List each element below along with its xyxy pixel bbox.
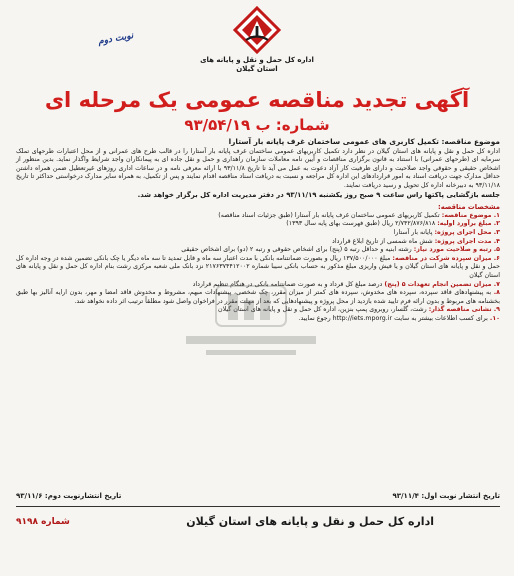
spec-value: ۲/۷۴۲/۸۷۶/۸۱۸ ریال (طبق فهرست بهای پایه سال ۱۳۹۳) <box>286 220 436 228</box>
spec-key: ۵. رتبه و صلاحیت مورد نیاز: <box>413 246 500 254</box>
spec-key: ۸. <box>493 289 500 297</box>
second-publication-date: تاریخ انتشارنوبت دوم: ۹۳/۱۱/۶ <box>16 492 122 500</box>
organization-name-line1: اداره کل حمل و نقل و پایانه های <box>200 56 314 64</box>
spec-item <box>16 281 500 290</box>
spec-value: تکمیل کاربریهای عمومی ساختمان غرف پایانه بار آستارا (طبق جزئیات اسناد مناقصه) <box>218 211 440 219</box>
organization-name-line2: استان گیلان <box>236 65 278 73</box>
spec-item <box>16 246 500 255</box>
first-publication-date: تاریخ انتشار نوبت اول: ۹۳/۱۱/۴ <box>392 492 500 500</box>
organization-logo-icon <box>233 6 281 54</box>
spec-value: شش ماه شمسی از تاریخ ابلاغ قرارداد <box>332 237 433 245</box>
spec-key: ۲. مبلغ برآورد اولیه: <box>437 220 500 228</box>
advertisement-body <box>16 138 500 323</box>
opening-session-note: جلسه بازگشایی پاکتها راس ساعت ۹ صبح روز یکشنبه ۹۳/۱۱/۱۹ در دفتر مدیریت اداره کل برگزار خواهد شد. <box>137 190 500 199</box>
spec-key: ۶. میزان سپرده شرکت در مناقصه: <box>392 254 500 262</box>
spec-value: پایانه بار آستارا <box>393 228 433 236</box>
second-round-stamp: نوبت دوم <box>97 30 135 48</box>
spec-value: رشت، گلسار، روبروی پمپ بنزین، اداره کل حمل و نقل و پایانه های استان گیلان <box>218 306 427 314</box>
spec-value: به پیشنهادهای فاقد سپرده، سپرده های مخدوش، سپرده های کمتر از میزان مقرر، چک شخصی، پیشنهادات مبهم، مشروط و مخدوش فاقد امضا و مهر، بدون ارایه آنالیز بها طبق بخشنامه های مربوط و بدون ارائه فرم تایید شده بازدید از محل پروژه و پیشنهادهایی که بعد از مهلت مقرر در فراخوان واصل شود مطلقاً ترتیب اثر داده نخواهد شد. <box>16 289 500 305</box>
specs-heading: مشخصات مناقصه: <box>438 203 500 212</box>
spec-key: ۷. میزان تضمین انجام تعهدات ۵ (پنج) <box>384 280 500 288</box>
publication-dates <box>16 492 500 500</box>
spec-key: ۳. محل اجرای پروژه: <box>434 228 500 236</box>
tender-number: شماره: ب ۹۳/۵۴/۱۹ <box>184 116 330 134</box>
spec-key: ۱. موضوع مناقصه: <box>441 211 500 219</box>
spec-item <box>16 229 500 238</box>
header <box>0 6 514 74</box>
spec-value: رشته ابنیه و حداقل رتبه ۵ (پنج) برای اشخاص حقوقی و رتبه ۲ (دو) برای اشخاص حقیقی <box>181 246 412 254</box>
spec-item <box>16 315 500 324</box>
spec-item <box>16 255 500 281</box>
intro-paragraph: اداره کل حمل و نقل و پایانه های استان گیلان در نظر دارد تکمیل کاربریهای عمومی ساختمان غرف پایانه بار آستارا را در قالب طرح های عمرانی و از محل اعتبارات طرحهای تملک سرمایه ای (طرحهای عمرانی) با استناد به قانون برگزاری مناقصات و آیین نامه معاملات سازمان راهداری و حمل و نقل جاده ای به پیمانکاران واجد شرایط واگذار نماید. بدین منظور از اشخاص حقیقی و حقوقی واجد صلاحیت و دارای ظرفیت کار آزاد دعوت به عمل می آید تا تاریخ ۹۳/۱۱/۸ با ارائه معرفی نامه و در ساعات اداری روزهای غیرتعطیل ضمن همراه داشتن حداقل مدارک جهت دریافت اسناد به امور قراردادهای این اداره کل مراجعه و نسبت به دریافت اسناد مناقصه اقدام نمایند و پس از تکمیل، به همراه سایر مدارک درخواستی حداکثر تا تاریخ ۹۳/۱۱/۱۸ به دبیرخانه اداره کل تحویل و رسید دریافت نمایند. <box>16 147 500 189</box>
spec-item <box>16 306 500 315</box>
spec-item <box>16 238 500 247</box>
spec-item <box>16 289 500 306</box>
spec-key: ۴. مدت اجرای پروژه: <box>434 237 500 245</box>
spec-value: درصد مبلغ کل قرداد و به صورت ضمانتنامه بانکی در هنگام تنظیم قرارداد <box>192 280 383 288</box>
spec-key: ۱۰. <box>489 314 500 322</box>
spec-value: برای کسب اطلاعات بیشتر به سایت http://iets.mporg.ir رجوع نمایید. <box>298 314 488 322</box>
footer-bar <box>16 506 500 528</box>
organization-name <box>200 56 314 74</box>
spec-value: مبلغ ۱۳۷/۵۰۰/۰۰۰ ریال و بصورت ضمانتنامه بانکی با مدت اعتبار سه ماه و قابل تمدید تا سه ماه دیگر یا چک بانکی تضمین شده در وجه اداره کل حمل و نقل و پایانه های استان گیلان و یا فیش واریزی مبلغ مذکور به حساب بانکی سیبا شماره ۲۱۷۶۳۷۴۴۱۲۰۰۲ نزد بانک ملی شعبه مرکزی رشت بنام اداره کل حمل و نقل و پایانه های استان گیلان <box>16 254 500 279</box>
page-title: آگهی تجدید مناقصه عمومی یک مرحله ای <box>44 88 470 112</box>
advertisement-code: شماره ۹۱۹۸ <box>16 516 70 527</box>
spec-item <box>16 220 500 229</box>
spec-key: ۹. نشانی مناقصه گذار: <box>428 306 500 314</box>
tender-subject: موضوع مناقصه: تکمیل کاربری های عمومی ساختمان غرف پایانه بار آستارا <box>228 137 500 146</box>
footer-organization: اداره کل حمل و نقل و پایانه های استان گیلان <box>186 515 434 528</box>
